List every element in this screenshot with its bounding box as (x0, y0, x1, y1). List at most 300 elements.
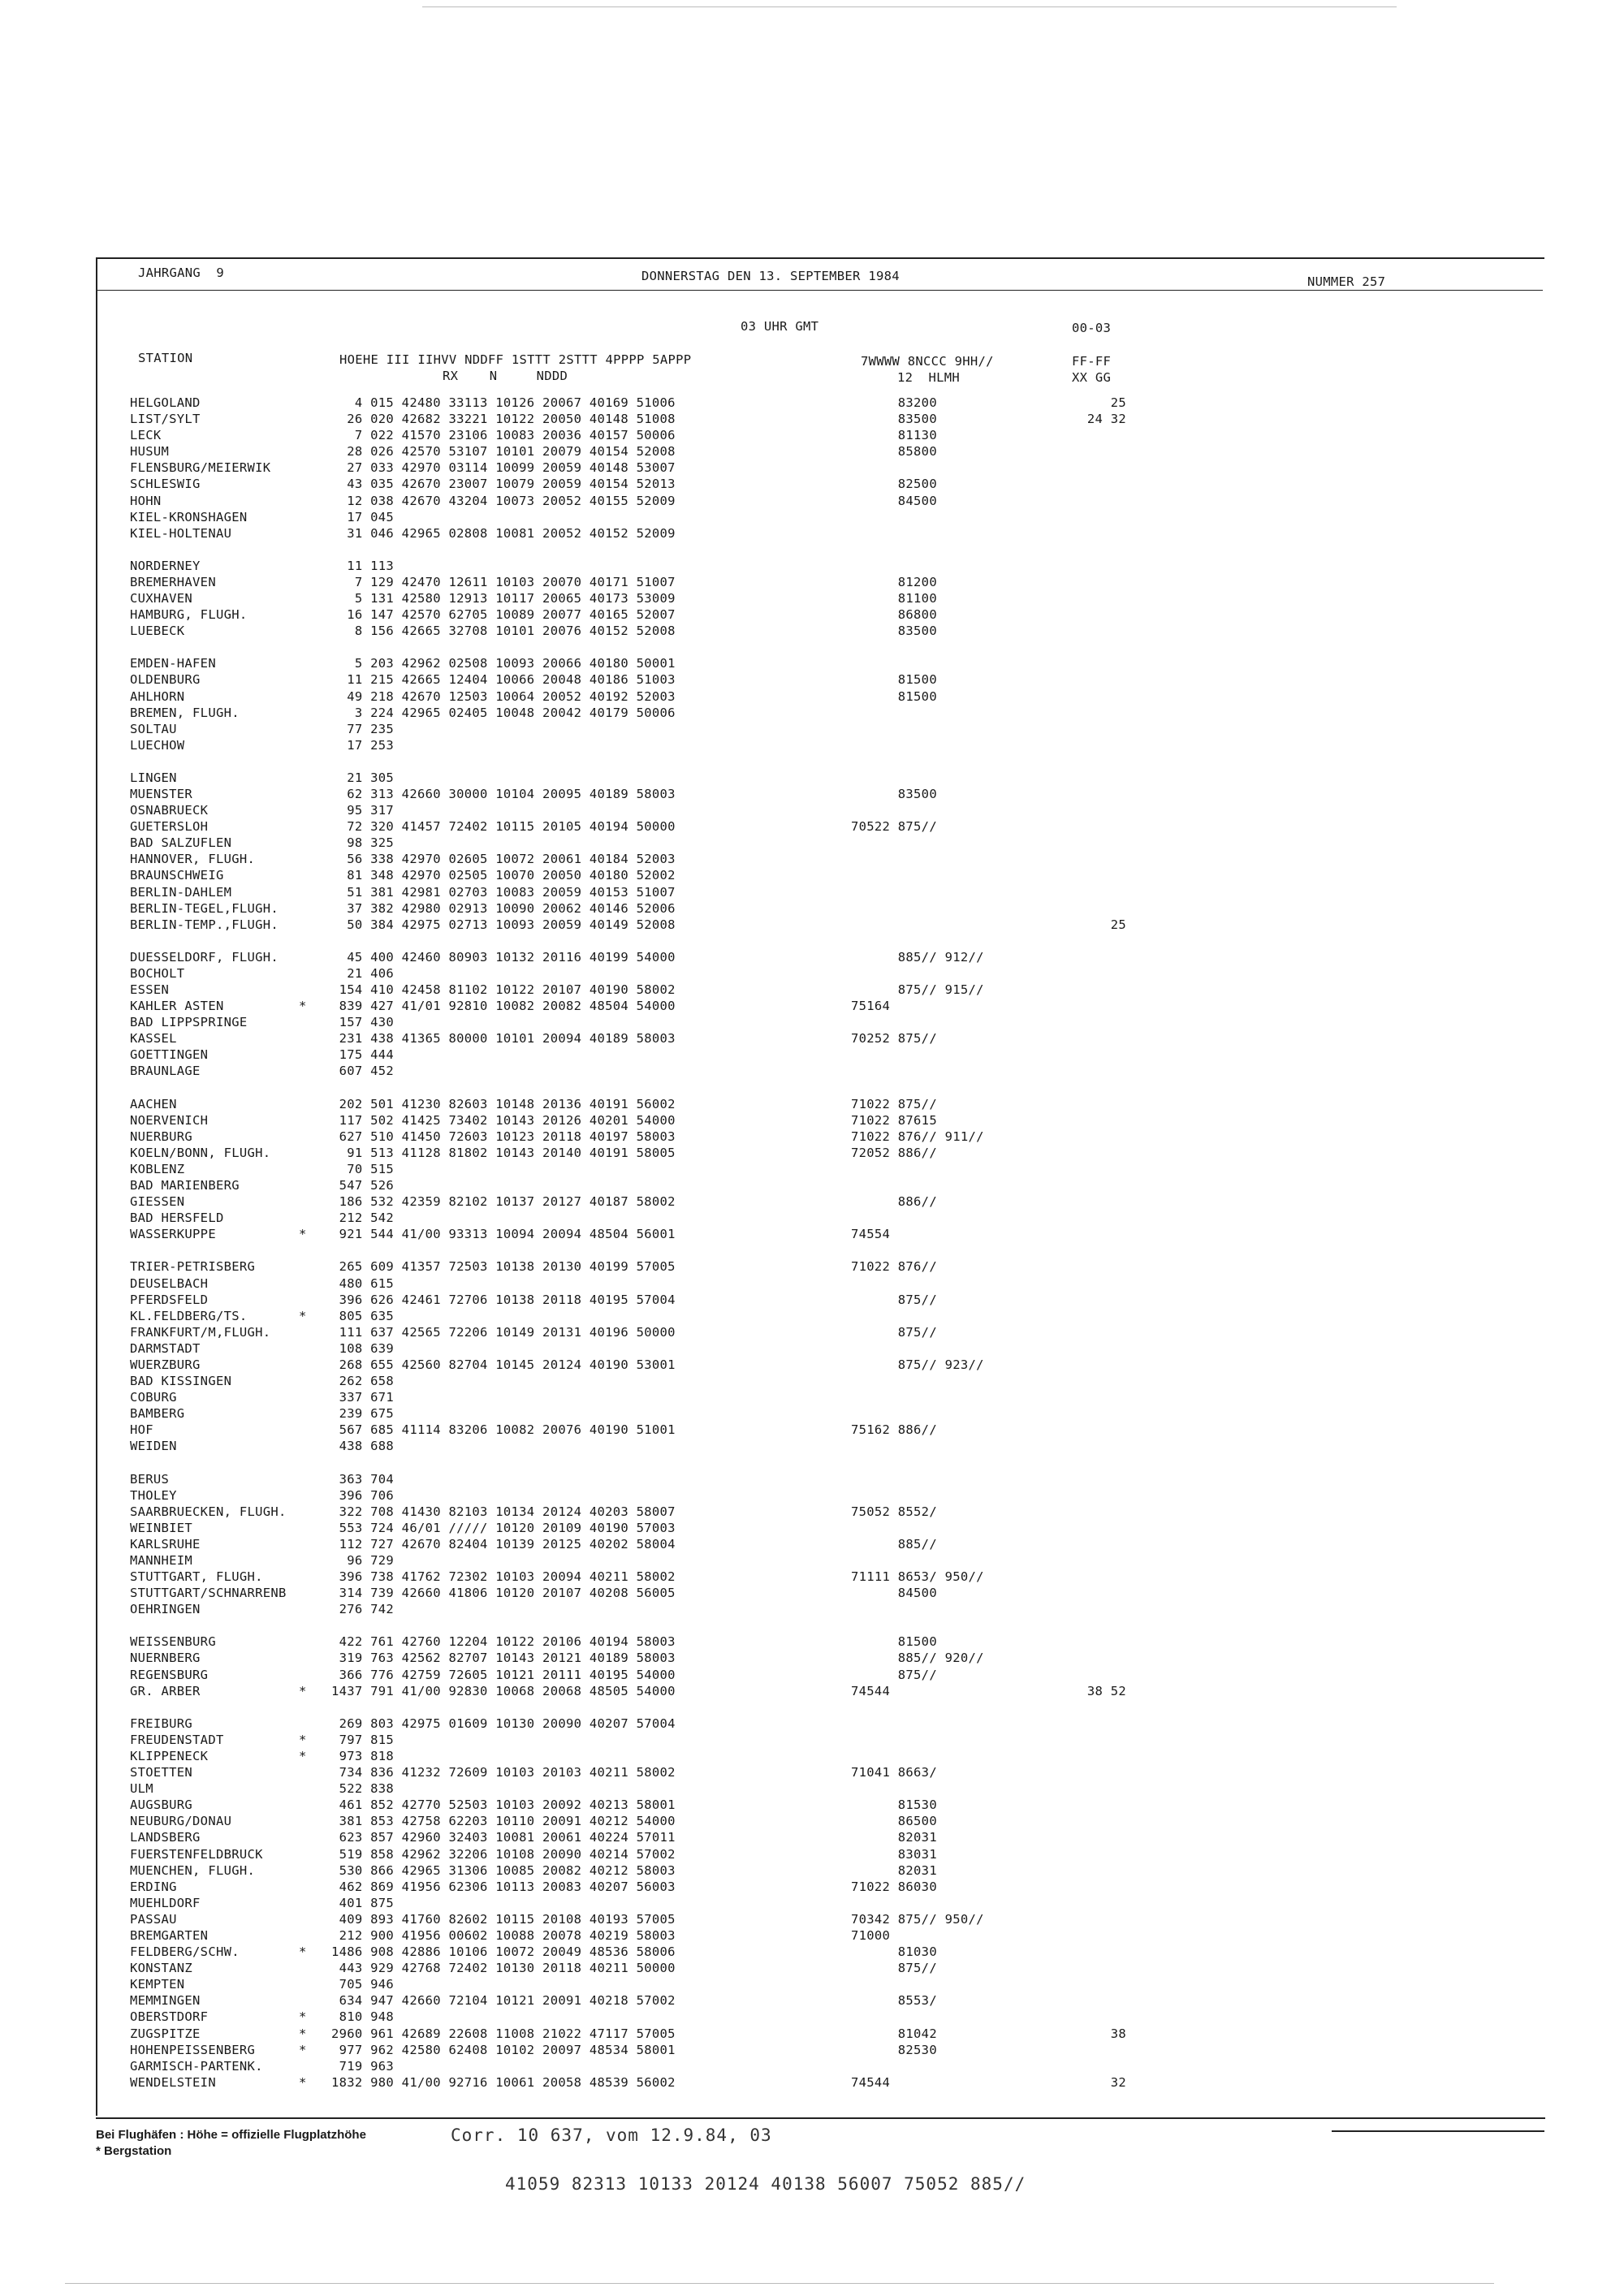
station-group (130, 655, 1145, 753)
group-data: 875// (851, 1961, 937, 1976)
table-row (130, 1585, 1145, 1601)
table-row (130, 1014, 1145, 1030)
station-name: GR. ARBER (130, 1683, 201, 1698)
wind-data: 25 (1064, 917, 1127, 932)
mountain-marker: * (299, 1732, 307, 1747)
station-group (130, 1634, 1145, 1698)
observation-data: 269 803 42975 01609 10130 20090 40207 57004 (331, 1716, 676, 1731)
table-row (130, 1829, 1145, 1845)
table-row (130, 671, 1145, 688)
group-data: 82031 (851, 1830, 937, 1845)
observation-data: 1437 791 41/00 92830 10068 20068 48505 54000 (331, 1683, 676, 1698)
group-data: 74544 (851, 1683, 891, 1698)
group-column-header: 7WWWW 8NCCC 9HH// (861, 354, 994, 369)
table-row (130, 493, 1145, 509)
group-data: 875// 915// (851, 982, 984, 997)
station-name: PFERDSFELD (130, 1292, 209, 1307)
observation-data: 50 384 42975 02713 10093 20059 40149 52008 (331, 917, 676, 932)
group-data: 885// (851, 1536, 937, 1552)
table-row (130, 900, 1145, 917)
station-name: KIEL-HOLTENAU (130, 525, 232, 541)
table-row (130, 737, 1145, 753)
wind-data: 38 (1064, 2026, 1127, 2041)
observation-data: 17 253 (331, 737, 395, 753)
station-name: WEINBIET (130, 1520, 193, 1535)
observation-data: 186 532 42359 82102 10137 20127 40187 58002 (331, 1194, 676, 1210)
observation-data: 396 626 42461 72706 10138 20118 40195 57004 (331, 1292, 676, 1307)
table-row (130, 1324, 1145, 1340)
table-row (130, 818, 1145, 835)
group-data: 81100 (851, 591, 937, 606)
table-row (130, 867, 1145, 883)
table-row (130, 1911, 1145, 1927)
table-row (130, 2074, 1145, 2091)
observation-data: 17 045 (331, 509, 395, 524)
station-name: KONSTANZ (130, 1961, 193, 1976)
table-row (130, 1650, 1145, 1666)
table-row (130, 1552, 1145, 1569)
observation-data: 31 046 42965 02808 10081 20052 40152 52009 (331, 525, 676, 541)
station-name: OSNABRUECK (130, 803, 209, 818)
observation-data: 231 438 41365 80000 10101 20094 40189 58003 (331, 1031, 676, 1047)
station-name: NOERVENICH (130, 1112, 209, 1128)
table-row (130, 476, 1145, 492)
table-row (130, 509, 1145, 525)
wind-column-header: FF-FF (1072, 354, 1112, 369)
mountain-marker: * (299, 2009, 307, 2025)
observation-data: 157 430 (331, 1015, 395, 1030)
group-data: 8553/ (851, 1993, 937, 2009)
station-name: KLIPPENECK (130, 1748, 209, 1763)
station-group (130, 1716, 1145, 2091)
observation-data: 337 671 (331, 1390, 395, 1405)
station-group (130, 1471, 1145, 1618)
group-data: 83500 (851, 412, 937, 427)
observation-data: 1832 980 41/00 92716 10061 20058 48539 56002 (331, 2074, 676, 2090)
observation-data: 322 708 41430 82103 10134 20124 40203 58007 (331, 1504, 676, 1519)
station-group (130, 949, 1145, 1080)
observation-data: 314 739 42660 41806 10120 20107 40208 56005 (331, 1586, 676, 1601)
observation-data: 45 400 42460 80903 10132 20116 40199 54000 (331, 949, 676, 965)
table-row (130, 1063, 1145, 1079)
observation-data: 72 320 41457 72402 10115 20105 40194 50000 (331, 819, 676, 835)
station-name: BERUS (130, 1471, 170, 1487)
station-name: MUEHLDORF (130, 1895, 201, 1910)
observation-data: 112 727 42670 82404 10139 20125 40202 58004 (331, 1536, 676, 1552)
group-data: 84500 (851, 1586, 937, 1601)
mountain-marker: * (299, 2026, 307, 2041)
station-name: MUENSTER (130, 786, 193, 801)
station-name: KL.FELDBERG/TS. (130, 1308, 248, 1323)
group-data: 70252 875// (851, 1031, 937, 1047)
station-name: FELDBERG/SCHW. (130, 1944, 240, 1960)
station-name: LUEBECK (130, 624, 185, 639)
observation-data: 797 815 (331, 1732, 395, 1747)
group-data: 875// (851, 1667, 937, 1682)
observation-data: 5 203 42962 02508 10093 20066 40180 50001 (331, 656, 676, 671)
station-name: FLENSBURG/MEIERWIK (130, 460, 271, 476)
table-row (130, 1096, 1145, 1112)
observation-data: 363 704 (331, 1471, 395, 1487)
observation-data: 719 963 (331, 2058, 395, 2074)
station-name: BERLIN-TEGEL,FLUGH. (130, 900, 279, 916)
group-data: 81030 (851, 1944, 937, 1960)
observation-data: 2960 961 42689 22608 11008 21022 47117 57005 (331, 2026, 676, 2041)
observation-data: 921 544 41/00 93313 10094 20094 48504 56001 (331, 1227, 676, 1242)
group-data: 81500 (851, 688, 937, 704)
station-name: ESSEN (130, 982, 170, 997)
group-data: 71111 8653/ 950// (851, 1569, 984, 1585)
observation-data: 480 615 (331, 1275, 395, 1291)
header-divider (96, 290, 1543, 291)
station-name: GIESSEN (130, 1194, 185, 1210)
table-row (130, 1145, 1145, 1161)
observation-data: 91 513 41128 81802 10143 20140 40191 58005 (331, 1145, 676, 1160)
table-row (130, 1471, 1145, 1487)
observation-data: 381 853 42758 62203 10110 20091 40212 54000 (331, 1814, 676, 1829)
table-row (130, 688, 1145, 705)
station-name: LINGEN (130, 770, 177, 785)
station-name: HUSUM (130, 444, 170, 460)
table-row (130, 1226, 1145, 1242)
table-row (130, 1976, 1145, 1992)
station-name: BREMGARTEN (130, 1927, 209, 1943)
station-name: GARMISCH-PARTENK. (130, 2058, 263, 2074)
group-data: 71022 875// (851, 1096, 937, 1111)
table-row (130, 2058, 1145, 2074)
observation-data: 49 218 42670 12503 10064 20052 40192 52003 (331, 688, 676, 704)
table-row (130, 851, 1145, 867)
station-name: WEIDEN (130, 1439, 177, 1454)
observation-data: 977 962 42580 62408 10102 20097 48534 58001 (331, 2042, 676, 2057)
group-data: 71000 (851, 1927, 891, 1943)
table-row (130, 1292, 1145, 1308)
observation-data: 70 515 (331, 1161, 395, 1176)
station-name: FUERSTENFELDBRUCK (130, 1846, 263, 1862)
table-row (130, 705, 1145, 721)
group-data: 74544 (851, 2074, 891, 2090)
table-row (130, 721, 1145, 737)
table-row (130, 1992, 1145, 2009)
table-bottom-rule (96, 2117, 1545, 2119)
station-name: LECK (130, 428, 162, 443)
group-data: 885// 912// (851, 949, 984, 965)
table-row (130, 1846, 1145, 1862)
station-name: MEMMINGEN (130, 1993, 201, 2009)
station-name: KIEL-KRONSHAGEN (130, 509, 248, 524)
table-row (130, 982, 1145, 998)
table-row (130, 1683, 1145, 1699)
observation-data: 461 852 42770 52503 10103 20092 40213 58001 (331, 1798, 676, 1813)
group-data: 82500 (851, 477, 937, 492)
table-row (130, 443, 1145, 460)
observation-data: 51 381 42981 02703 10083 20059 40153 51007 (331, 884, 676, 900)
observation-data: 8 156 42665 32708 10101 20076 40152 52008 (331, 624, 676, 639)
observation-data: 77 235 (331, 721, 395, 736)
table-row (130, 965, 1145, 982)
observation-data: 438 688 (331, 1439, 395, 1454)
group-data: 86800 (851, 607, 937, 623)
volume-label: JAHRGANG 9 (138, 265, 224, 280)
station-name: THOLEY (130, 1487, 177, 1503)
station-name: EMDEN-HAFEN (130, 656, 216, 671)
observation-data: 422 761 42760 12204 10122 20106 40194 58003 (331, 1634, 676, 1650)
table-row (130, 1193, 1145, 1210)
observation-data: 43 035 42670 23007 10079 20059 40154 52013 (331, 477, 676, 492)
observation-data: 37 382 42980 02913 10090 20062 40146 52006 (331, 900, 676, 916)
group-data: 81530 (851, 1798, 937, 1813)
mountain-marker: * (299, 2042, 307, 2057)
station-name: HOHENPEISSENBERG (130, 2042, 256, 2057)
table-row (130, 574, 1145, 590)
observation-data: 27 033 42970 03114 10099 20059 40148 53007 (331, 460, 676, 476)
table-row (130, 1340, 1145, 1357)
group-data: 83500 (851, 624, 937, 639)
table-row (130, 1177, 1145, 1193)
observation-data: 623 857 42960 32403 10081 20061 40224 57011 (331, 1830, 676, 1845)
table-row (130, 1405, 1145, 1422)
station-name: KOBLENZ (130, 1161, 185, 1176)
observation-data: 7 129 42470 12611 10103 20070 40171 51007 (331, 574, 676, 589)
observation-data: 5 131 42580 12913 10117 20065 40173 53009 (331, 591, 676, 606)
group-data: 84500 (851, 493, 937, 508)
station-name: KASSEL (130, 1031, 177, 1047)
group-data: 75052 8552/ (851, 1504, 937, 1519)
group-column-subheader: 12 HLMH (897, 370, 961, 385)
table-row (130, 884, 1145, 900)
table-row (130, 1667, 1145, 1683)
station-name: MANNHEIM (130, 1553, 193, 1568)
observation-data: 4 015 42480 33113 10126 20067 40169 51006 (331, 395, 676, 410)
observation-data: 265 609 41357 72503 10138 20130 40199 57005 (331, 1259, 676, 1275)
observation-data: 634 947 42660 72104 10121 20091 40218 57002 (331, 1993, 676, 2009)
table-row (130, 1879, 1145, 1895)
observation-data: 396 738 41762 72302 10103 20094 40211 58002 (331, 1569, 676, 1585)
table-row (130, 525, 1145, 542)
station-name: ULM (130, 1781, 153, 1797)
group-data: 875// 923// (851, 1357, 984, 1372)
observation-data: 607 452 (331, 1064, 395, 1079)
table-row (130, 1129, 1145, 1145)
wind-data: 25 (1064, 395, 1127, 410)
observation-data: 108 639 (331, 1340, 395, 1356)
group-data: 81042 (851, 2026, 937, 2041)
wind-data: 24 32 (1064, 412, 1127, 427)
station-group (130, 770, 1145, 933)
station-name: AUGSBURG (130, 1798, 193, 1813)
observation-data: 553 724 46/01 ///// 10120 20109 40190 57003 (331, 1520, 676, 1535)
mountain-marker: * (299, 999, 307, 1014)
station-name: HELGOLAND (130, 395, 201, 410)
group-data: 83200 (851, 395, 937, 410)
station-name: KEMPTEN (130, 1977, 185, 1992)
station-name: WEISSENBURG (130, 1634, 216, 1650)
table-row (130, 1960, 1145, 1976)
station-name: COBURG (130, 1390, 177, 1405)
table-row (130, 2042, 1145, 2058)
wind-data: 32 (1064, 2074, 1127, 2090)
time-label: 03 UHR GMT (741, 319, 819, 334)
scan-edge-bottom (65, 2283, 1494, 2284)
observation-data: 462 869 41956 62306 10113 20083 40207 56003 (331, 1879, 676, 1894)
table-row (130, 606, 1145, 623)
table-row (130, 427, 1145, 443)
group-data: 81500 (851, 1634, 937, 1650)
group-data: 71022 876// 911// (851, 1129, 984, 1144)
table-row (130, 1732, 1145, 1748)
station-name: ERDING (130, 1879, 177, 1894)
station-name: OEHRINGEN (130, 1602, 201, 1617)
group-data: 85800 (851, 444, 937, 460)
station-name: HOHN (130, 493, 162, 508)
observation-data: 262 658 (331, 1374, 395, 1389)
group-data: 75164 (851, 999, 891, 1014)
observation-data: 56 338 42970 02605 10072 20061 40184 52003 (331, 852, 676, 867)
table-row (130, 1780, 1145, 1797)
observation-data: 12 038 42670 43204 10073 20052 40155 52009 (331, 493, 676, 508)
station-name: BREMEN, FLUGH. (130, 705, 240, 720)
station-name: KOELN/BONN, FLUGH. (130, 1145, 271, 1160)
station-name: SOLTAU (130, 721, 177, 736)
station-name: SCHLESWIG (130, 477, 201, 492)
station-name: NUERNBERG (130, 1651, 201, 1666)
table-row (130, 1764, 1145, 1780)
station-name: STUTTGART, FLUGH. (130, 1569, 263, 1585)
station-name: LANDSBERG (130, 1830, 201, 1845)
group-data: 74554 (851, 1227, 891, 1242)
group-data: 83500 (851, 786, 937, 801)
station-name: FREUDENSTADT (130, 1732, 224, 1747)
station-name: DEUSELBACH (130, 1275, 209, 1291)
table-row (130, 558, 1145, 574)
observation-data: 547 526 (331, 1178, 395, 1193)
group-data: 75162 886// (851, 1422, 937, 1438)
station-name: BAD KISSINGEN (130, 1374, 232, 1389)
observation-data: 705 946 (331, 1977, 395, 1992)
table-row (130, 1797, 1145, 1813)
table-row (130, 1748, 1145, 1764)
table-row (130, 623, 1145, 639)
observation-data: 443 929 42768 72402 10130 20118 40211 50000 (331, 1961, 676, 1976)
observation-data: 3 224 42965 02405 10048 20042 40179 50006 (331, 705, 676, 720)
observation-data: 212 900 41956 00602 10088 20078 40219 58003 (331, 1927, 676, 1943)
table-row (130, 1536, 1145, 1552)
group-data: 885// 920// (851, 1651, 984, 1666)
station-name: AHLHORN (130, 688, 185, 704)
station-name: HOF (130, 1422, 153, 1438)
station-name: BAD MARIENBERG (130, 1178, 240, 1193)
correction-note: Corr. 10 637, vom 12.9.84, 03 (451, 2126, 772, 2145)
table-row (130, 655, 1145, 671)
table-row (130, 1438, 1145, 1454)
group-data: 71022 876// (851, 1259, 937, 1275)
station-name: OLDENBURG (130, 672, 201, 688)
airport-height-note: Bei Flughäfen : Höhe = offizielle Flugplatzhöhe (96, 2128, 366, 2142)
observation-data: 16 147 42570 62705 10089 20077 40165 52007 (331, 607, 676, 623)
observation-data: 95 317 (331, 803, 395, 818)
group-data: 72052 886// (851, 1145, 937, 1160)
station-name: REGENSBURG (130, 1667, 209, 1682)
station-name: FRANKFURT/M,FLUGH. (130, 1324, 271, 1340)
observation-data: 7 022 41570 23106 10083 20036 40157 50006 (331, 428, 676, 443)
station-table (130, 395, 1145, 2107)
table-row (130, 1275, 1145, 1292)
table-row (130, 1601, 1145, 1617)
wind-column-subheader: XX GG (1072, 370, 1112, 385)
station-name: WENDELSTEIN (130, 2074, 216, 2090)
station-name: CUXHAVEN (130, 591, 193, 606)
observation-data: 212 542 (331, 1211, 395, 1226)
table-row (130, 1210, 1145, 1226)
group-data: 875// (851, 1324, 937, 1340)
table-row (130, 1487, 1145, 1504)
group-data: 86500 (851, 1814, 937, 1829)
station-name: PASSAU (130, 1911, 177, 1927)
mountain-marker: * (299, 1683, 307, 1698)
observation-data: 175 444 (331, 1047, 395, 1063)
group-data: 70342 875// 950// (851, 1911, 984, 1927)
group-data: 81500 (851, 672, 937, 688)
station-group (130, 1096, 1145, 1243)
observation-data: 522 838 (331, 1781, 395, 1797)
table-end-rule (1332, 2130, 1544, 2132)
station-name: BAD SALZUFLEN (130, 835, 232, 851)
correction-data: 41059 82313 10133 20124 40138 56007 75052 885// (505, 2174, 1026, 2194)
table-row (130, 2026, 1145, 2042)
group-data: 71022 86030 (851, 1879, 937, 1894)
group-data: 70522 875// (851, 819, 937, 835)
table-row (130, 1927, 1145, 1944)
observation-data: 519 858 42962 32206 10108 20090 40214 57002 (331, 1846, 676, 1862)
group-data: 82530 (851, 2042, 937, 2057)
station-name: KAHLER ASTEN (130, 999, 224, 1014)
station-name: BAD HERSFELD (130, 1211, 224, 1226)
observation-data: 319 763 42562 82707 10143 20121 40189 58003 (331, 1651, 676, 1666)
station-group (130, 1258, 1145, 1454)
observation-data: 11 215 42665 12404 10066 20048 40186 51003 (331, 672, 676, 688)
table-row (130, 395, 1145, 411)
group-data: 875// (851, 1292, 937, 1307)
group-data: 81200 (851, 574, 937, 589)
table-row (130, 1520, 1145, 1536)
table-row (130, 1569, 1145, 1585)
mountain-marker: * (299, 1227, 307, 1242)
observation-data: 805 635 (331, 1308, 395, 1323)
station-name: BERLIN-TEMP.,FLUGH. (130, 917, 279, 932)
table-row (130, 786, 1145, 802)
station-name: NUERBURG (130, 1129, 193, 1144)
station-name: BAD LIPPSPRINGE (130, 1015, 248, 1030)
observation-data: 81 348 42970 02505 10070 20050 40180 52002 (331, 868, 676, 883)
observation-data: 839 427 41/01 92810 10082 20082 48504 54000 (331, 999, 676, 1014)
observation-data: 96 729 (331, 1553, 395, 1568)
table-row (130, 1357, 1145, 1373)
table-row (130, 411, 1145, 427)
station-column-header: STATION (138, 351, 193, 365)
station-name: GUETERSLOH (130, 819, 209, 835)
table-row (130, 1373, 1145, 1389)
station-name: HANNOVER, FLUGH. (130, 852, 256, 867)
period-label: 00-03 (1072, 321, 1112, 335)
station-group (130, 395, 1145, 542)
observation-data: 239 675 (331, 1406, 395, 1422)
table-row (130, 802, 1145, 818)
table-row (130, 949, 1145, 965)
station-name: DUESSELDORF, FLUGH. (130, 949, 279, 965)
station-name: LUECHOW (130, 737, 185, 753)
observation-data: 11 113 (331, 558, 395, 573)
observation-data: 98 325 (331, 835, 395, 851)
